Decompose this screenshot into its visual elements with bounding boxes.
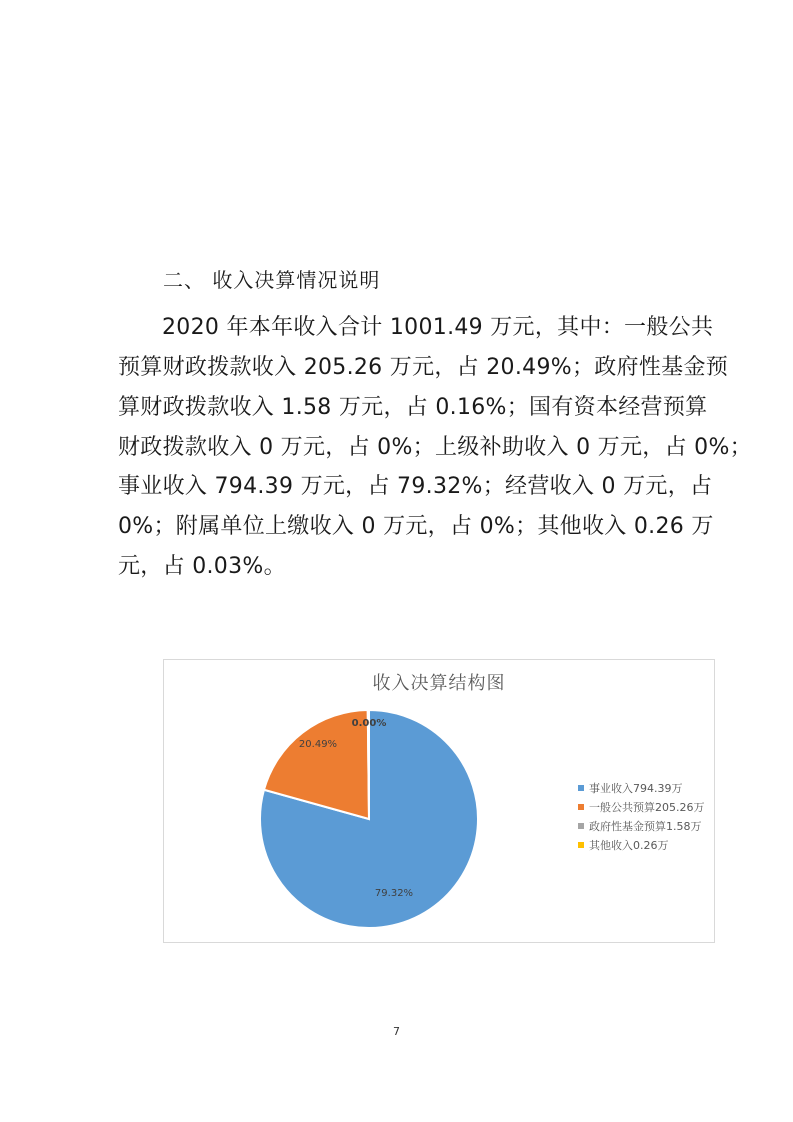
paragraph-line: 2020 年本年收入合计 1001.49 万元，其中：一般公共 xyxy=(162,315,714,340)
legend-item xyxy=(578,816,705,835)
paragraph-line: 0%；附属单位上缴收入 0 万元，占 0%；其他收入 0.26 万 xyxy=(118,514,714,539)
paragraph-line: 元，占 0.03%。 xyxy=(118,554,286,579)
legend-label: 其他收入0.26万 xyxy=(589,838,669,852)
section-heading: 二、 收入决算情况说明 xyxy=(163,268,381,292)
legend-item xyxy=(578,778,705,797)
chart-title: 收入决算结构图 xyxy=(372,673,506,694)
slice-data-label: 0.00% xyxy=(351,718,387,729)
legend-swatch xyxy=(578,785,584,791)
legend-swatch xyxy=(578,842,584,848)
legend-swatch xyxy=(578,823,584,829)
legend-label: 政府性基金预算1.58万 xyxy=(589,819,702,833)
chart-legend xyxy=(578,778,705,854)
legend-swatch xyxy=(578,804,584,810)
pie-chart xyxy=(163,659,715,943)
paragraph-line: 预算财政拨款收入 205.26 万元，占 20.49%；政府性基金预 xyxy=(118,355,729,380)
legend-item xyxy=(578,797,705,816)
paragraph-line: 事业收入 794.39 万元，占 79.32%；经营收入 0 万元，占 xyxy=(118,474,713,499)
paragraph-line: 财政拨款收入 0 万元，占 0%；上级补助收入 0 万元，占 0%； xyxy=(118,435,752,460)
legend-label: 事业收入794.39万 xyxy=(589,781,683,795)
paragraph-line: 算财政拨款收入 1.58 万元，占 0.16%；国有资本经营预算 xyxy=(118,395,708,420)
legend-label: 一般公共预算205.26万 xyxy=(589,800,705,814)
slice-data-label: 79.32% xyxy=(374,888,414,899)
slice-data-label: 20.49% xyxy=(298,739,338,750)
legend-item xyxy=(578,835,705,854)
page-number: 7 xyxy=(393,1025,400,1038)
